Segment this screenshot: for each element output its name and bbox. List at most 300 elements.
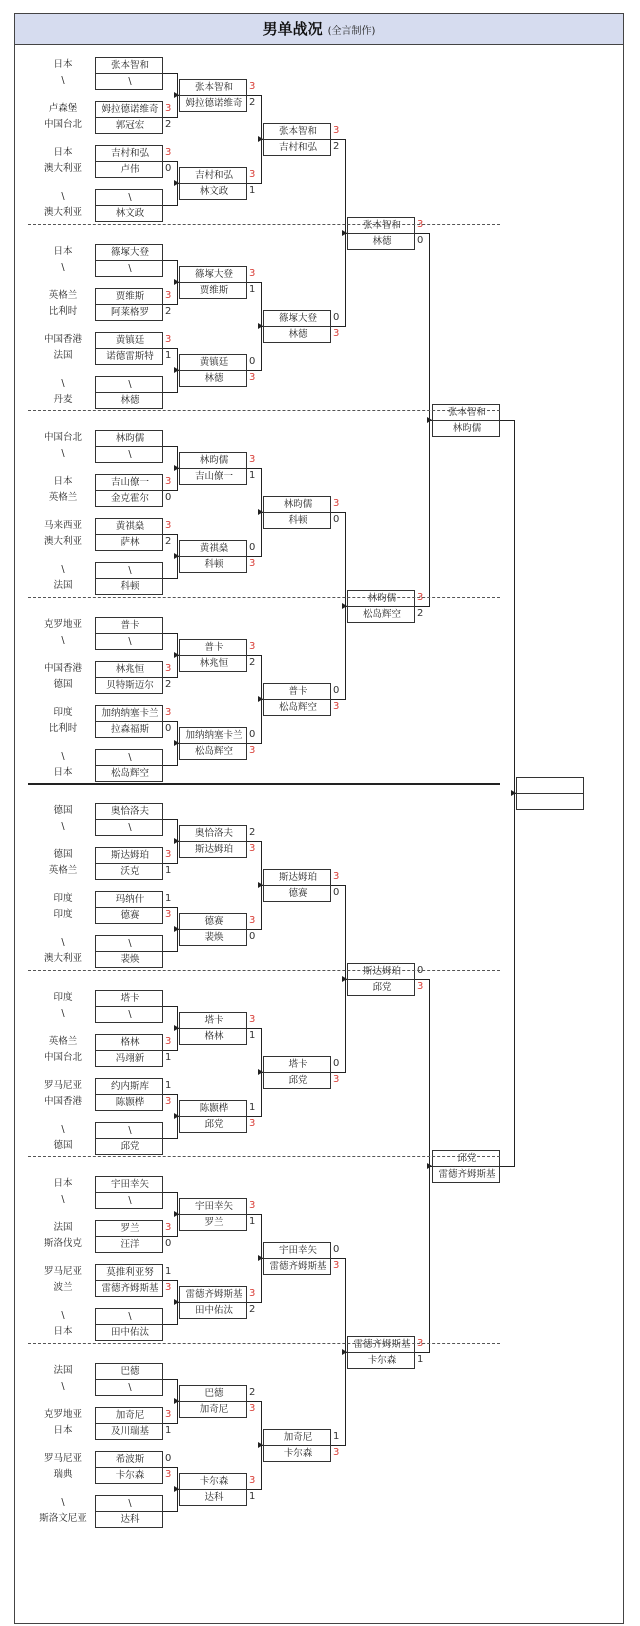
player-name: 约内斯库 (110, 1080, 149, 1092)
player-score (165, 430, 177, 445)
match-box (95, 189, 163, 222)
match-box (432, 1150, 500, 1183)
match-box (179, 1473, 247, 1506)
player-name: 希波斯 (115, 1453, 145, 1465)
player-name: \ (128, 1124, 132, 1136)
player-name: 普卡 (120, 619, 140, 631)
player-name: \ (128, 1311, 132, 1322)
player-name: \ (128, 635, 132, 647)
player-score (165, 376, 177, 391)
player-name: \ (128, 76, 132, 87)
country-label: 日本 (53, 1424, 73, 1436)
player-name: 张本智和 (194, 82, 233, 93)
title-bar (14, 13, 624, 45)
player-score: 0 (165, 1452, 172, 1464)
player-name: 林文政 (115, 208, 145, 219)
match-box (95, 1495, 163, 1528)
match-box (95, 1363, 163, 1396)
player-score: 0 (165, 1238, 172, 1249)
section-separator (28, 970, 500, 971)
player-name: 黄镇廷 (115, 334, 145, 346)
match-box (516, 777, 584, 810)
player-score (586, 793, 598, 808)
match-box (179, 354, 247, 387)
match-box (263, 683, 331, 716)
player-name: 吉村和弘 (194, 170, 233, 181)
country-label: 中国台北 (43, 119, 82, 130)
player-score: 3 (165, 1222, 172, 1233)
player-score: 3 (165, 849, 172, 860)
match-box (179, 1198, 247, 1231)
player-score: 0 (165, 163, 172, 174)
match-box (179, 452, 247, 485)
player-name: 林昀儒 (283, 499, 313, 510)
player-name: 贾维斯 (199, 285, 229, 296)
player-name: 科顿 (204, 559, 224, 570)
player-name: 奥恰洛夫 (194, 828, 233, 839)
player-score (165, 1324, 177, 1339)
country-label: \ (61, 1380, 65, 1392)
player-name: 格林 (204, 1031, 224, 1042)
player-score: 3 (249, 454, 256, 465)
player-score: 3 (333, 125, 340, 136)
player-name: 普卡 (204, 642, 224, 653)
player-name: \ (128, 938, 132, 949)
player-name: 德赛 (204, 916, 224, 927)
player-name: 林德 (288, 329, 308, 340)
player-score: 0 (249, 729, 256, 740)
country-label: \ (61, 821, 65, 832)
player-name: 格林 (120, 1036, 140, 1048)
country-label: 卢森堡 (48, 103, 78, 114)
player-name: \ (128, 751, 132, 763)
match-box (263, 123, 331, 156)
player-name: 罗兰 (204, 1217, 224, 1228)
player-name: 张本智和 (447, 407, 486, 418)
player-name: 姆拉德诺维奇 (101, 104, 159, 115)
player-score: 1 (165, 1079, 172, 1091)
country-label: 英格兰 (48, 1035, 78, 1047)
player-name: 罗兰 (120, 1223, 140, 1234)
country-label: 印度 (53, 909, 73, 920)
player-score: 3 (249, 268, 256, 279)
player-score: 3 (249, 1200, 256, 1211)
country-label: 丹麦 (53, 393, 73, 405)
player-name: 宇田幸矢 (194, 1201, 233, 1212)
player-name: 林德 (120, 394, 140, 406)
match-box (179, 1100, 247, 1133)
player-score (165, 1495, 177, 1510)
player-name: 雷德齐姆斯基 (185, 1289, 243, 1300)
player-score: 3 (249, 1014, 256, 1025)
player-score (502, 1166, 514, 1181)
player-score: 2 (165, 119, 172, 130)
player-name: 宇田幸矢 (278, 1245, 317, 1256)
player-name: 汪洋 (120, 1239, 140, 1250)
player-name: 郭冠宏 (115, 120, 145, 131)
country-label: 日本 (53, 59, 73, 70)
player-score: 0 (333, 1058, 340, 1069)
section-separator (28, 410, 500, 411)
player-score: 3 (417, 592, 424, 603)
country-label: 比利时 (48, 722, 78, 734)
country-label: 法国 (53, 1364, 73, 1376)
player-score: 3 (165, 909, 172, 920)
player-score (165, 392, 177, 407)
player-name: 林德 (204, 373, 224, 384)
player-score (165, 803, 177, 818)
match-box (179, 1286, 247, 1319)
player-name: 塔卡 (288, 1059, 308, 1070)
player-name: 斯达姆珀 (362, 966, 401, 977)
country-label: 印度 (53, 893, 73, 904)
player-name: 林兆恒 (199, 658, 229, 669)
player-score: 3 (417, 219, 424, 230)
country-label: 印度 (53, 706, 73, 718)
match-box (95, 1122, 163, 1155)
player-name: 卡尔森 (367, 1355, 397, 1366)
match-box (179, 266, 247, 299)
page-subtitle: (全言制作) (327, 26, 376, 37)
player-name: \ (128, 1497, 132, 1509)
player-name: 奥恰洛夫 (110, 806, 149, 817)
match-box (179, 1385, 247, 1418)
country-label: 英格兰 (48, 865, 78, 876)
player-score (502, 420, 514, 435)
country-label: \ (61, 564, 65, 575)
country-label: 斯洛伐克 (43, 1238, 82, 1249)
match-box (95, 145, 163, 178)
player-score: 2 (165, 305, 172, 317)
country-label: 马来西亚 (43, 520, 82, 531)
match-box (95, 661, 163, 694)
player-score (165, 1308, 177, 1323)
country-label: \ (61, 937, 65, 948)
player-score (165, 73, 177, 88)
player-score: 3 (249, 81, 256, 92)
match-box (95, 288, 163, 321)
player-name: 松岛辉空 (362, 609, 401, 620)
country-label: \ (61, 377, 65, 389)
player-score: 3 (249, 1118, 256, 1129)
player-score: 3 (165, 289, 172, 301)
match-box (347, 1336, 415, 1369)
player-score: 3 (165, 1282, 172, 1293)
player-score (165, 765, 177, 780)
player-name: 冯翊新 (115, 1052, 145, 1064)
player-score: 3 (333, 701, 340, 712)
player-name: \ (128, 1195, 132, 1206)
player-score: 1 (249, 1216, 256, 1227)
country-label: \ (61, 1007, 65, 1019)
match-box (179, 79, 247, 112)
player-score: 1 (249, 284, 256, 295)
player-score: 3 (249, 1403, 256, 1414)
match-box (95, 803, 163, 836)
player-score: 3 (165, 103, 172, 114)
player-score: 2 (249, 1304, 256, 1315)
player-name: 松岛辉空 (194, 746, 233, 757)
player-name: 雷德齐姆斯基 (438, 1169, 496, 1180)
player-name: 巴德 (204, 1388, 224, 1399)
player-score: 1 (249, 1102, 256, 1113)
player-score: 3 (417, 1338, 424, 1349)
player-score: 3 (249, 372, 256, 383)
player-score: 1 (165, 1051, 172, 1063)
player-name: 玛纳什 (115, 894, 145, 905)
country-label: 日本 (53, 147, 73, 158)
player-score: 3 (417, 981, 424, 992)
match-box (179, 1012, 247, 1045)
player-name: 邱党 (204, 1119, 224, 1130)
country-label: 罗马尼亚 (43, 1452, 82, 1464)
player-name: 塔卡 (120, 992, 140, 1004)
player-score (165, 189, 177, 204)
match-box (95, 990, 163, 1023)
match-box (179, 825, 247, 858)
player-name: 裴焕 (204, 932, 224, 943)
player-score: 2 (249, 97, 256, 108)
player-name: 黄祺燊 (115, 521, 145, 532)
player-name: 普卡 (288, 686, 308, 697)
country-label: 中国香港 (43, 1095, 82, 1107)
player-score (165, 1192, 177, 1207)
player-score (165, 1006, 177, 1021)
player-name: 贾维斯 (115, 290, 145, 302)
player-name: 张本智和 (278, 126, 317, 137)
player-name: 宇田幸矢 (110, 1179, 149, 1190)
country-label: 法国 (53, 349, 73, 361)
player-score (502, 1150, 514, 1165)
player-score: 3 (249, 169, 256, 180)
player-score: 3 (333, 328, 340, 339)
player-score (165, 562, 177, 577)
player-name: 吉村和弘 (278, 142, 317, 153)
player-score: 2 (417, 608, 424, 619)
player-score: 0 (333, 685, 340, 696)
player-score (165, 617, 177, 632)
player-name: 沃克 (120, 866, 140, 877)
player-score: 0 (249, 931, 256, 942)
match-box (95, 376, 163, 409)
player-name: 张本智和 (362, 220, 401, 231)
player-name: 雷德齐姆斯基 (269, 1261, 327, 1272)
match-box (95, 101, 163, 134)
match-box (347, 963, 415, 996)
country-label: \ (61, 448, 65, 459)
match-box (95, 518, 163, 551)
player-score: 3 (333, 1074, 340, 1085)
player-score: 3 (333, 871, 340, 882)
country-label: 克罗地亚 (43, 1408, 82, 1420)
section-separator (28, 224, 500, 225)
player-score: 0 (333, 312, 340, 323)
match-box (263, 869, 331, 902)
player-score (586, 777, 598, 792)
player-score: 1 (249, 1030, 256, 1041)
player-name: 篠塚大登 (194, 269, 233, 280)
country-label: 中国香港 (43, 662, 82, 674)
player-score (165, 205, 177, 220)
player-name: 巴德 (120, 1365, 140, 1377)
player-name: 塔卡 (204, 1015, 224, 1026)
match-box (263, 1242, 331, 1275)
player-name: 篠塚大登 (278, 313, 317, 324)
player-name: 卢伟 (120, 164, 140, 175)
player-name: 德赛 (288, 888, 308, 899)
country-label: 中国台北 (43, 1051, 82, 1063)
player-name: \ (128, 378, 132, 390)
player-name: 林昀儒 (452, 423, 482, 434)
player-score: 3 (165, 1468, 172, 1480)
country-label: 澳大利亚 (43, 953, 82, 964)
country-label: 日本 (53, 1326, 73, 1337)
match-box (95, 1407, 163, 1440)
player-score: 0 (249, 356, 256, 367)
player-name: 阿莱格罗 (110, 306, 149, 318)
player-name: 邱党 (120, 1140, 140, 1152)
country-label: \ (61, 1123, 65, 1135)
player-score: 1 (165, 1424, 172, 1436)
player-name: 雷德齐姆斯基 (353, 1339, 411, 1350)
match-box (263, 310, 331, 343)
country-label: 比利时 (48, 305, 78, 317)
country-label: 澳大利亚 (43, 163, 82, 174)
country-label: 中国台北 (43, 432, 82, 443)
country-label: 罗马尼亚 (43, 1079, 82, 1091)
player-score: 3 (249, 641, 256, 652)
player-score: 0 (165, 722, 172, 734)
player-score: 3 (165, 147, 172, 158)
player-score: 3 (165, 662, 172, 674)
country-label: \ (61, 1496, 65, 1508)
match-box (179, 727, 247, 760)
player-score: 3 (249, 843, 256, 854)
player-score: 3 (249, 1475, 256, 1486)
player-score: 3 (165, 1035, 172, 1047)
match-box (95, 1078, 163, 1111)
player-name: \ (128, 822, 132, 833)
match-box (95, 1034, 163, 1067)
player-name: 吉山僚一 (110, 477, 149, 488)
player-score: 1 (249, 1491, 256, 1502)
player-name: 加奇尼 (199, 1404, 229, 1415)
player-name (517, 794, 585, 809)
player-name: 科顿 (288, 515, 308, 526)
country-label: 德国 (53, 849, 73, 860)
country-label: \ (61, 1194, 65, 1205)
match-box (95, 749, 163, 782)
player-score: 0 (333, 1244, 340, 1255)
match-box (95, 332, 163, 365)
match-box (263, 1056, 331, 1089)
player-score (165, 819, 177, 834)
player-score: 1 (165, 865, 172, 876)
country-label: 英格兰 (48, 289, 78, 301)
player-name: 吉山僚一 (194, 471, 233, 482)
player-name: 姆拉德诺维奇 (185, 98, 243, 109)
player-score: 3 (249, 915, 256, 926)
country-label: 克罗地亚 (43, 618, 82, 630)
player-score: 3 (333, 498, 340, 509)
player-score: 0 (417, 965, 424, 976)
player-score: 1 (249, 185, 256, 196)
player-name: 篠塚大登 (110, 246, 149, 258)
player-name: 邱党 (372, 982, 392, 993)
match-box (95, 1451, 163, 1484)
player-score: 3 (249, 558, 256, 569)
country-label: 罗马尼亚 (43, 1266, 82, 1277)
match-box (179, 540, 247, 573)
match-box (95, 57, 163, 90)
player-score (165, 1511, 177, 1526)
page-title: 男单战况 (262, 20, 323, 38)
player-name: 加纳纳塞卡兰 (101, 707, 159, 719)
country-label: 英格兰 (48, 492, 78, 503)
match-box (95, 430, 163, 463)
country-label: \ (61, 75, 65, 86)
player-score: 0 (249, 542, 256, 553)
section-separator (28, 1343, 500, 1344)
player-name: 林兆恒 (115, 663, 145, 675)
player-name: 拉森福斯 (110, 723, 149, 735)
player-score (165, 260, 177, 275)
country-label: \ (61, 1310, 65, 1321)
match-box (95, 891, 163, 924)
player-name: \ (128, 449, 132, 460)
player-score (165, 1138, 177, 1153)
player-name: \ (128, 192, 132, 203)
player-score: 1 (333, 1431, 340, 1442)
match-box (95, 1176, 163, 1209)
player-score: 3 (333, 1260, 340, 1271)
country-label: 瑞典 (53, 1468, 73, 1480)
match-box (95, 705, 163, 738)
country-label: \ (61, 750, 65, 762)
player-score (165, 244, 177, 259)
player-score: 0 (417, 235, 424, 246)
player-name: 邱党 (288, 1075, 308, 1086)
match-box (179, 913, 247, 946)
player-score: 0 (165, 492, 172, 503)
player-score (165, 57, 177, 72)
player-score (165, 990, 177, 1005)
player-name: \ (128, 262, 132, 274)
player-score: 3 (165, 476, 172, 487)
player-score: 3 (249, 745, 256, 756)
player-name: 邱党 (457, 1153, 477, 1164)
player-score: 3 (165, 333, 172, 345)
player-score: 3 (165, 1408, 172, 1420)
player-score: 3 (333, 1447, 340, 1458)
player-name: 雷德齐姆斯基 (101, 1283, 159, 1294)
country-label: 中国香港 (43, 333, 82, 345)
player-name: 陈颢桦 (115, 1096, 145, 1108)
player-score: 2 (249, 827, 256, 838)
player-name: 林文政 (199, 186, 229, 197)
player-name: 斯达姆珀 (194, 844, 233, 855)
match-box (95, 474, 163, 507)
player-score: 2 (165, 536, 172, 547)
player-score: 3 (165, 520, 172, 531)
player-name: 张本智和 (110, 60, 149, 71)
country-label: 德国 (53, 1139, 73, 1151)
player-name: 萨林 (120, 537, 140, 548)
match-box (347, 590, 415, 623)
country-label: 法国 (53, 1222, 73, 1233)
country-label: 日本 (53, 766, 73, 778)
match-box (263, 1429, 331, 1462)
